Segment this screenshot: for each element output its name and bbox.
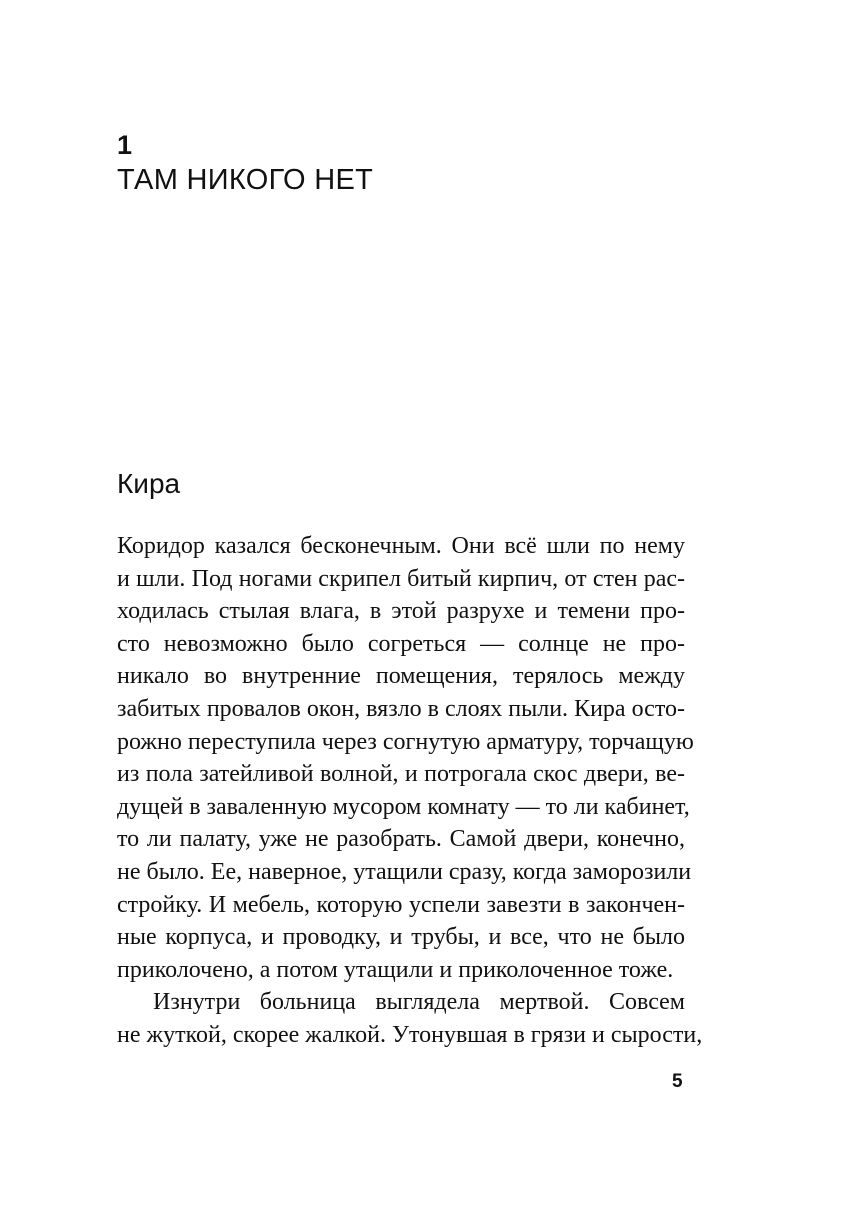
- text-line: не было. Ее, наверное, утащили сразу, когда заморозили: [117, 858, 692, 885]
- section-heading: Кира: [117, 468, 181, 499]
- text-line: стройку. И мебель, которую успели завезти в закончен-: [117, 891, 685, 918]
- text-line: Коридор казался бесконечным. Они всё шли по нему: [117, 533, 685, 559]
- text-line: то ли палату, уже не разобрать. Самой двери, конечно,: [117, 826, 685, 853]
- text-line: забитых провалов окон, вязло в слоях пыли. Кира осто-: [117, 695, 685, 722]
- text-line: никало во внутренние помещения, терялось между: [117, 663, 685, 690]
- chapter-title: ТАМ НИКОГО НЕТ: [117, 164, 374, 196]
- text-line: Изнутри больница выглядела мертвой. Совсем: [153, 989, 685, 1016]
- text-line: ные корпуса, и проводку, и трубы, и все, что не было: [117, 924, 685, 951]
- text-line: и шли. Под ногами скрипел битый кирпич, от стен рас-: [117, 565, 685, 592]
- text-line: сто невозможно было согреться — солнце не про-: [117, 630, 685, 657]
- text-line: ходилась стылая влага, в этой разрухе и темени про-: [117, 598, 685, 625]
- chapter-number: 1: [117, 130, 133, 160]
- text-line: из пола затейливой волной, и потрогала скос двери, ве-: [117, 761, 685, 788]
- text-line: приколочено, а потом утащили и приколоченное тоже.: [117, 956, 674, 983]
- page-number: 5: [672, 1071, 683, 1092]
- body-text: [117, 530, 703, 1052]
- text-line: дущей в заваленную мусором комнату — то ли кабинет,: [117, 793, 690, 820]
- text-line: не жуткой, скорее жалкой. Утонувшая в грязи и сырости,: [117, 1021, 703, 1048]
- text-line: рожно переступила через согнутую арматуру, торчащую: [117, 728, 694, 755]
